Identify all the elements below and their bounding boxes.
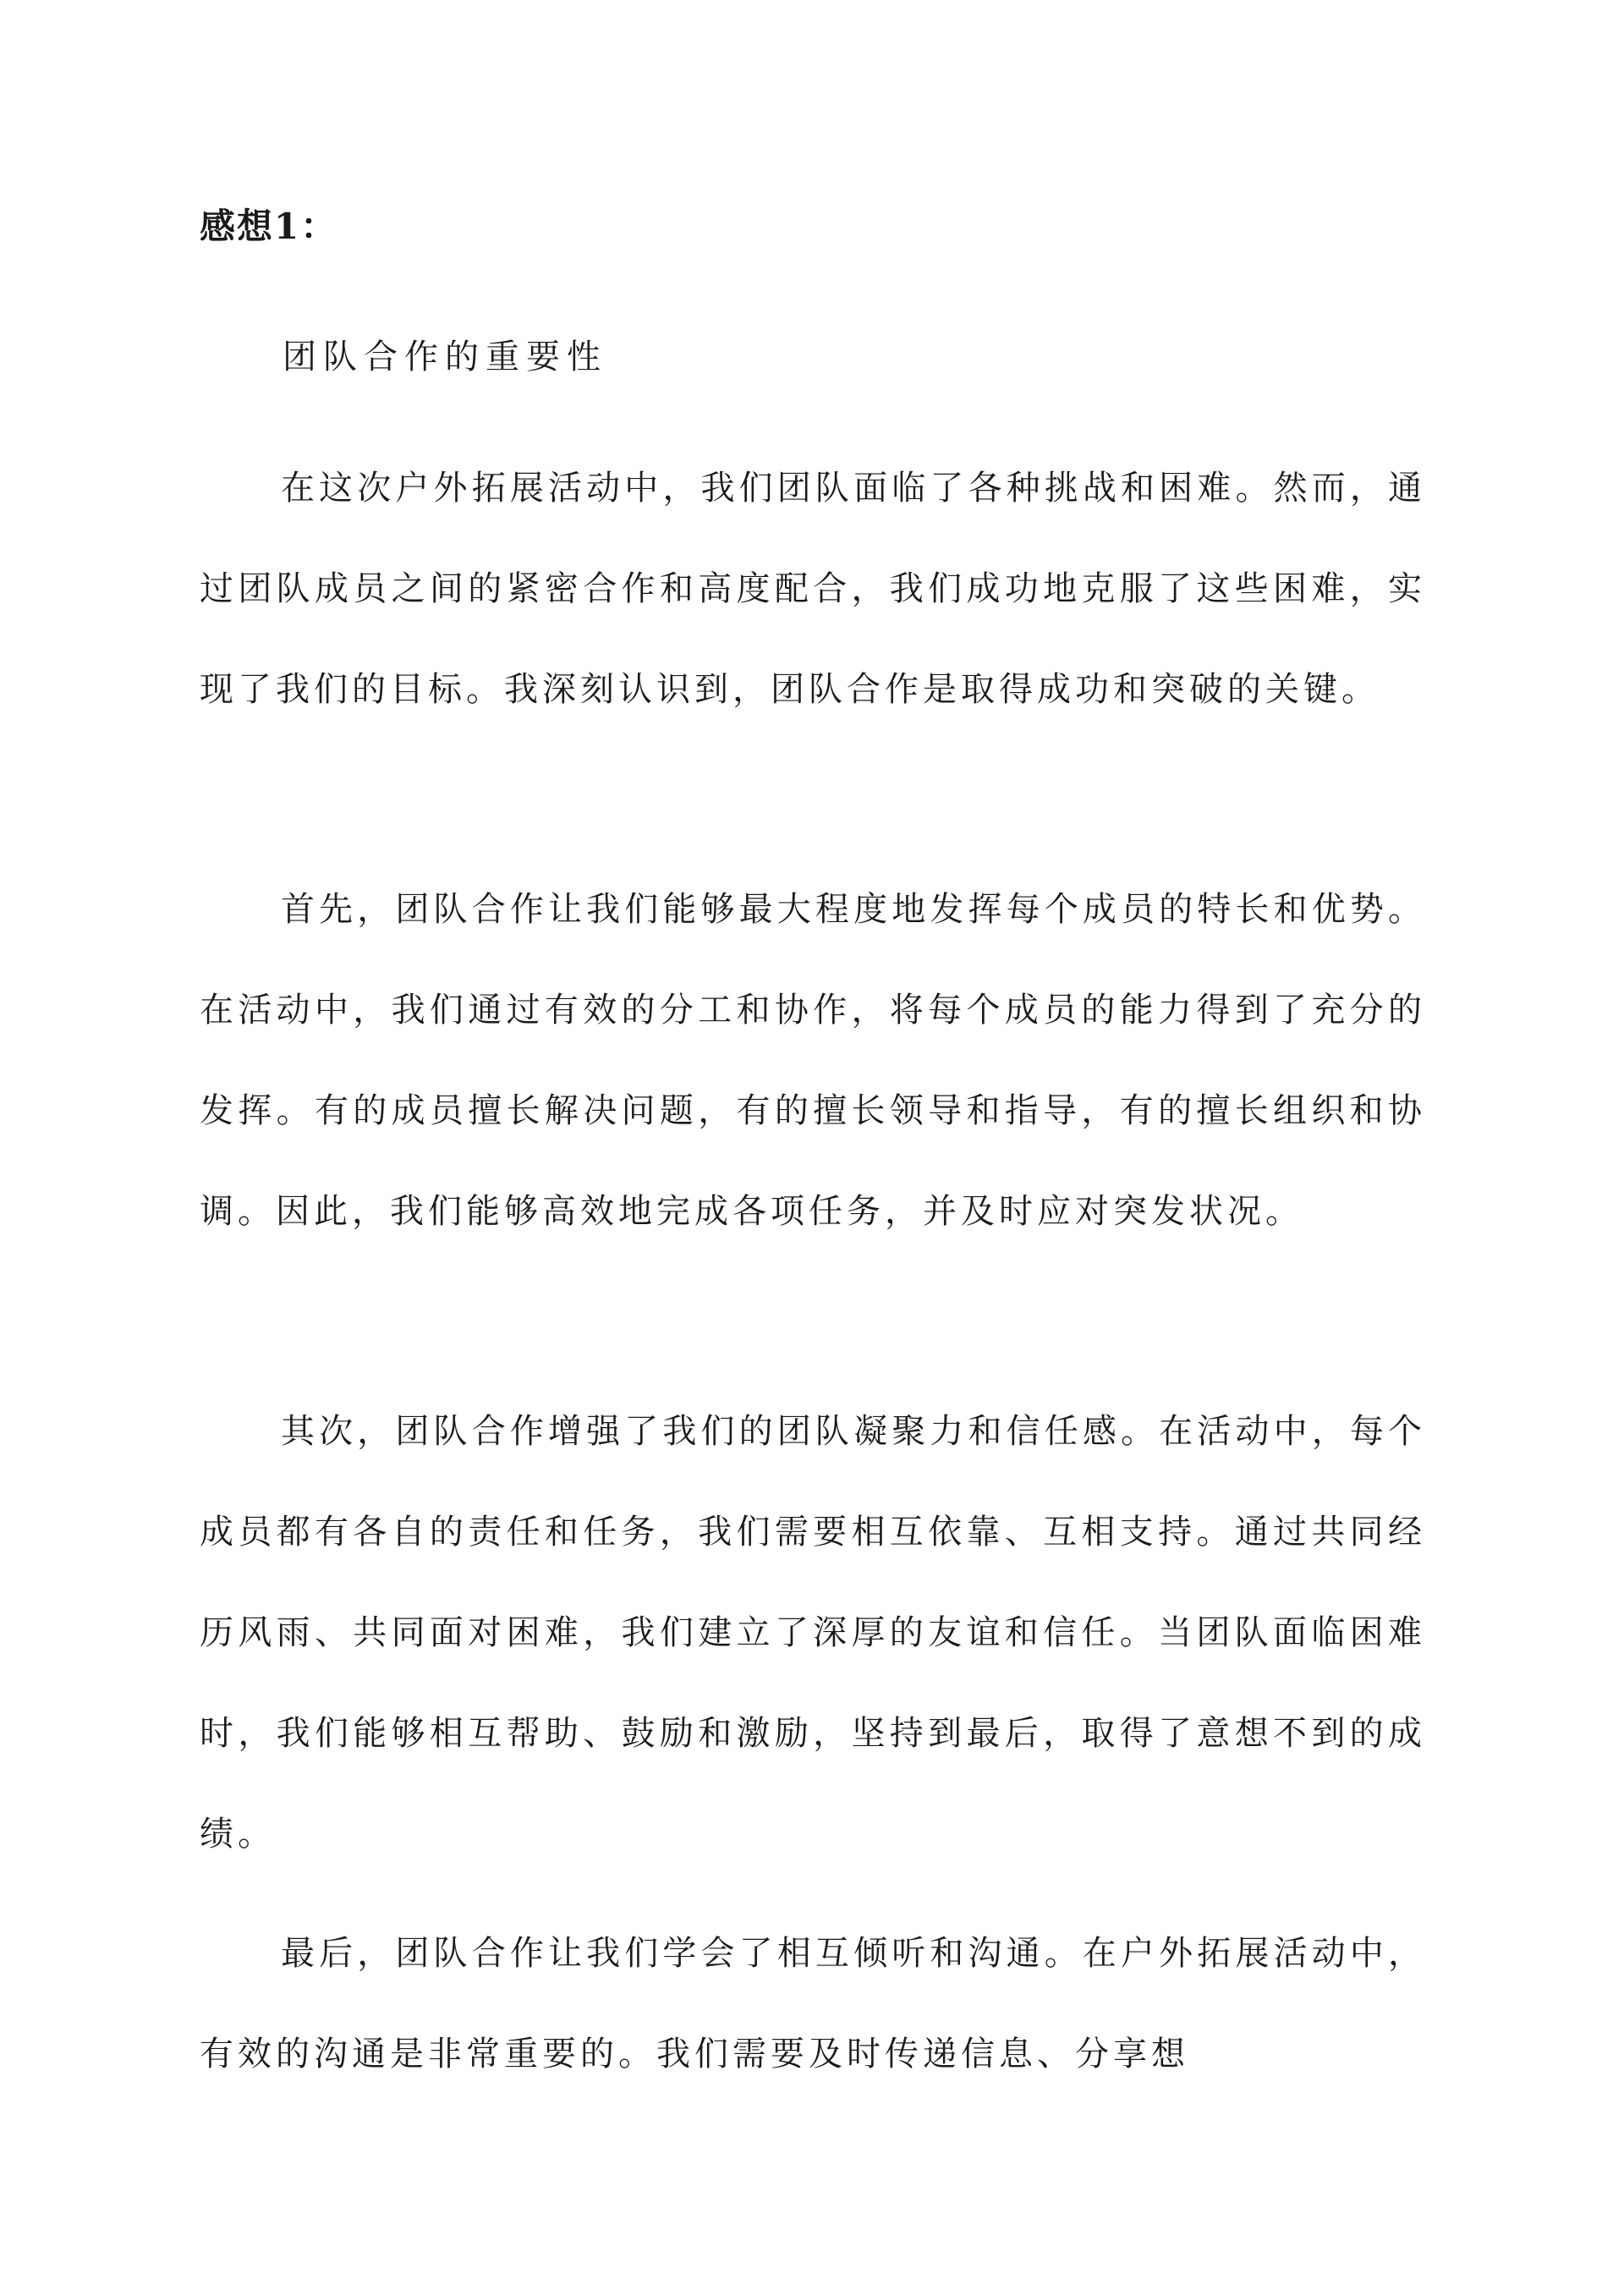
document-heading: 感想1： <box>200 206 338 247</box>
paragraph-intro: 在这次户外拓展活动中，我们团队面临了各种挑战和困难。然而，通过团队成员之间的紧密合作和高度配合，我们成功地克服了这些困难，实现了我们的目标。我深刻认识到，团队合作是取得成功和突破的关键。 <box>200 469 1426 709</box>
paragraph-second-point: 其次，团队合作增强了我们的团队凝聚力和信任感。在活动中，每个成员都有各自的责任和任务，我们需要相互依靠、互相支持。通过共同经历风雨、共同面对困难，我们建立了深厚的友谊和信任。当团队面临困难时，我们能够相互帮助、鼓励和激励，坚持到最后，取得了意想不到的成绩。 <box>200 1412 1426 1854</box>
section-title: 团队合作的重要性 <box>283 338 607 376</box>
paragraph-last-point: 最后，团队合作让我们学会了相互倾听和沟通。在户外拓展活动中，有效的沟通是非常重要的。我们需要及时传递信息、分享想 <box>200 1934 1426 2074</box>
paragraph-first-point: 首先，团队合作让我们能够最大程度地发挥每个成员的特长和优势。在活动中，我们通过有效的分工和协作，将每个成员的能力得到了充分的发挥。有的成员擅长解决问题，有的擅长领导和指导，有的擅长组织和协调。因此，我们能够高效地完成各项任务，并及时应对突发状况。 <box>200 890 1426 1231</box>
